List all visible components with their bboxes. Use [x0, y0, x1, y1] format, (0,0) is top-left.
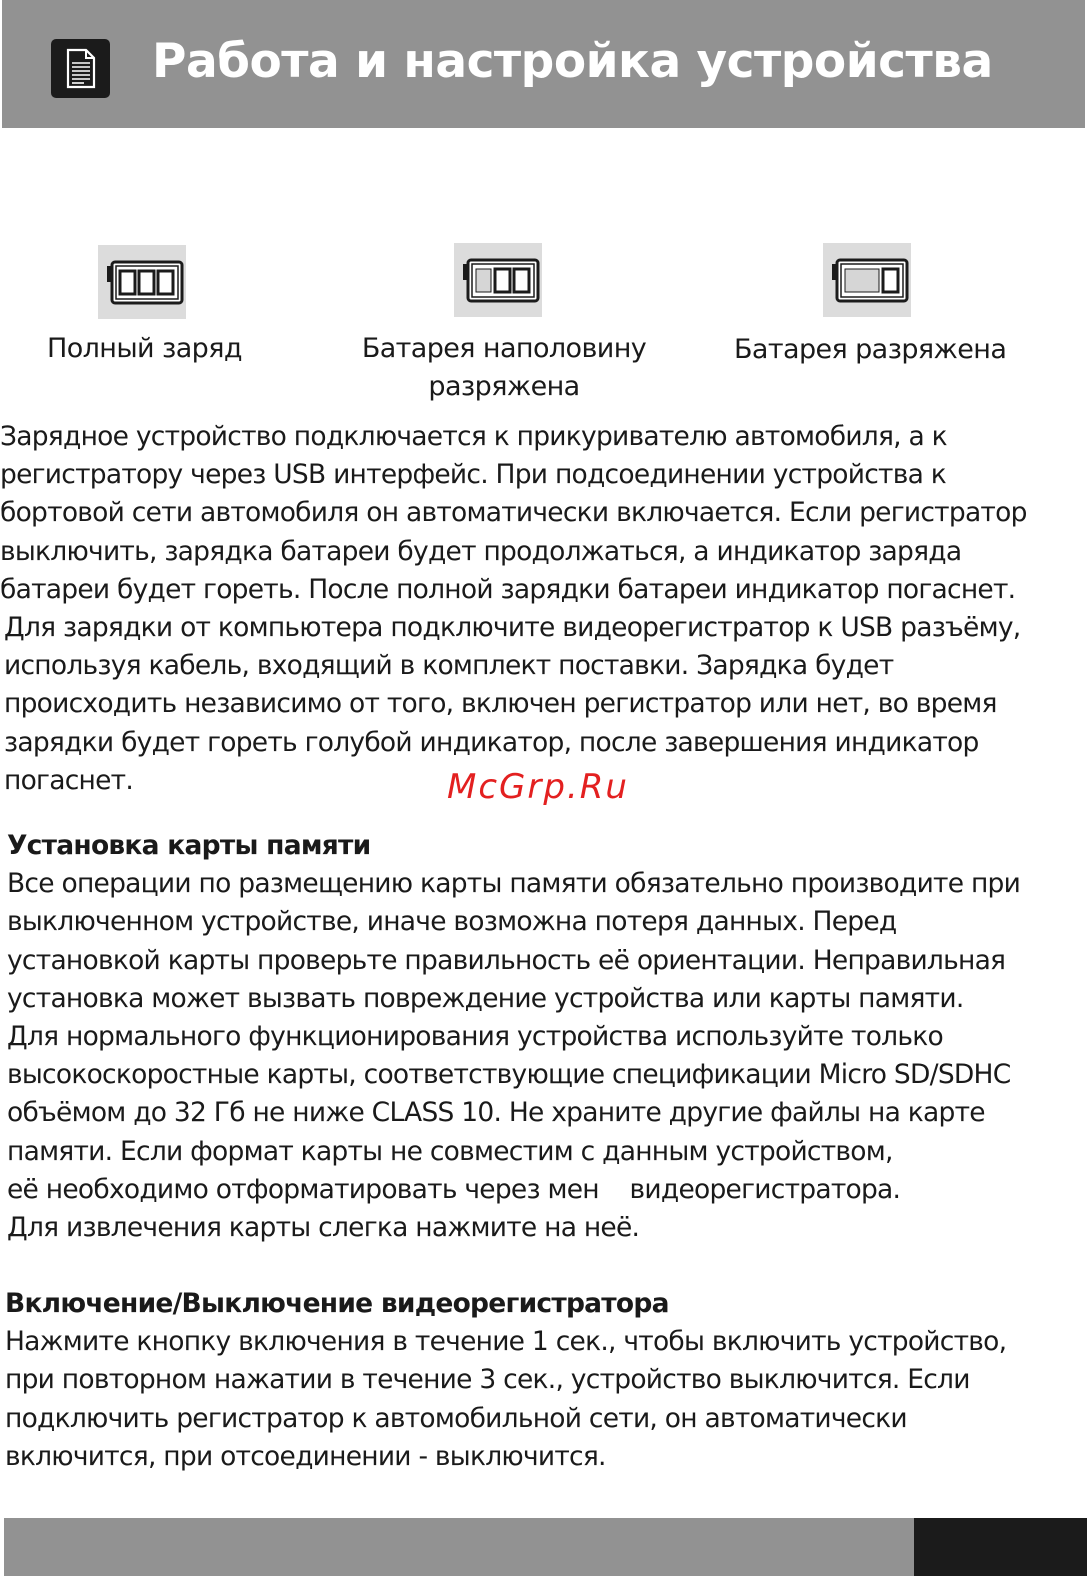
paragraph-line: Нажмите кнопку включения в течение 1 сек., чтобы включить устройство,: [5, 1326, 1007, 1358]
page-header: [2, 0, 1085, 128]
charging-paragraph: [0, 418, 1027, 800]
battery-half-icon: [454, 243, 542, 317]
watermark: McGrp.Ru: [447, 767, 629, 807]
battery-full-icon: [98, 245, 186, 319]
battery-low-label: Батарея разряжена: [734, 334, 1007, 365]
power-section: [5, 1285, 1006, 1476]
paragraph-line: установка может вызвать повреждение устройства или карты памяти.: [7, 982, 964, 1014]
battery-half-label-line: Батарея наполовину: [361, 333, 647, 364]
battery-half-label: [354, 330, 654, 406]
section-heading: Установка карты памяти: [7, 830, 371, 861]
battery-full-label: Полный заряд: [47, 333, 242, 364]
battery-low-icon: [823, 243, 911, 317]
paragraph-line: Зарядное устройство подключается к прикуривателю автомобиля, а к: [0, 421, 947, 452]
page-title: Работа и настройка устройства: [152, 34, 993, 89]
paragraph-line: установкой карты проверьте правильность её ориентации. Неправильная: [7, 944, 1006, 976]
paragraph-line: бортовой сети автомобиля он автоматически включается. Если регистратор: [0, 497, 1027, 529]
paragraph-line: Для извлечения карты слегка нажмите на неё.: [7, 1211, 640, 1243]
paragraph-line: погаснет.: [4, 764, 134, 796]
paragraph-line: происходить независимо от того, включен регистратор или нет, во время: [4, 688, 997, 720]
battery-half-label-line: разряжена: [428, 371, 580, 402]
paragraph-line: высокоскоростные карты, соответствующие спецификации Micro SD/SDHC: [7, 1059, 1011, 1091]
paragraph-line: при повторном нажатии в течение 3 сек., устройство выключится. Если: [5, 1364, 970, 1396]
paragraph-line: выключенном устройстве, иначе возможна потеря данных. Перед: [7, 906, 897, 938]
paragraph-line: выключить, зарядка батареи будет продолжаться, а индикатор заряда: [0, 535, 962, 567]
section-heading: Включение/Выключение видеорегистратора: [5, 1288, 669, 1319]
paragraph-line: Для нормального функционирования устройства используйте только: [7, 1020, 943, 1052]
paragraph-line: Для зарядки от компьютера подключите видеорегистратор к USB разъёму,: [4, 611, 1021, 643]
paragraph-line: памяти. Если формат карты не совместим с данным устройством,: [7, 1135, 893, 1167]
memory-card-section: [7, 827, 1020, 1247]
paragraph-line: включится, при отсоединении - выключится.: [5, 1440, 606, 1472]
paragraph-line: зарядки будет гореть голубой индикатор, после завершения индикатор: [4, 726, 979, 758]
footer-page-block: [914, 1518, 1087, 1576]
paragraph-line: используя кабель, входящий в комплект поставки. Зарядка будет: [4, 650, 894, 682]
paragraph-line: батареи будет гореть. После полной зарядки батареи индикатор погаснет.: [0, 573, 1016, 605]
document-icon: [51, 39, 110, 98]
paragraph-line: регистратору через USB интерфейс. При подсоединении устройства к: [0, 459, 946, 491]
paragraph-line: Все операции по размещению карты памяти обязательно производите при: [7, 868, 1021, 900]
footer-bar: [4, 1518, 914, 1576]
paragraph-line: её необходимо отформатировать через мен видеорегистратора.: [7, 1173, 901, 1205]
paragraph-line: объёмом до 32 Гб не ниже CLASS 10. Не храните другие файлы на карте: [7, 1097, 985, 1129]
paragraph-line: подключить регистратор к автомобильной сети, он автоматически: [5, 1402, 907, 1434]
